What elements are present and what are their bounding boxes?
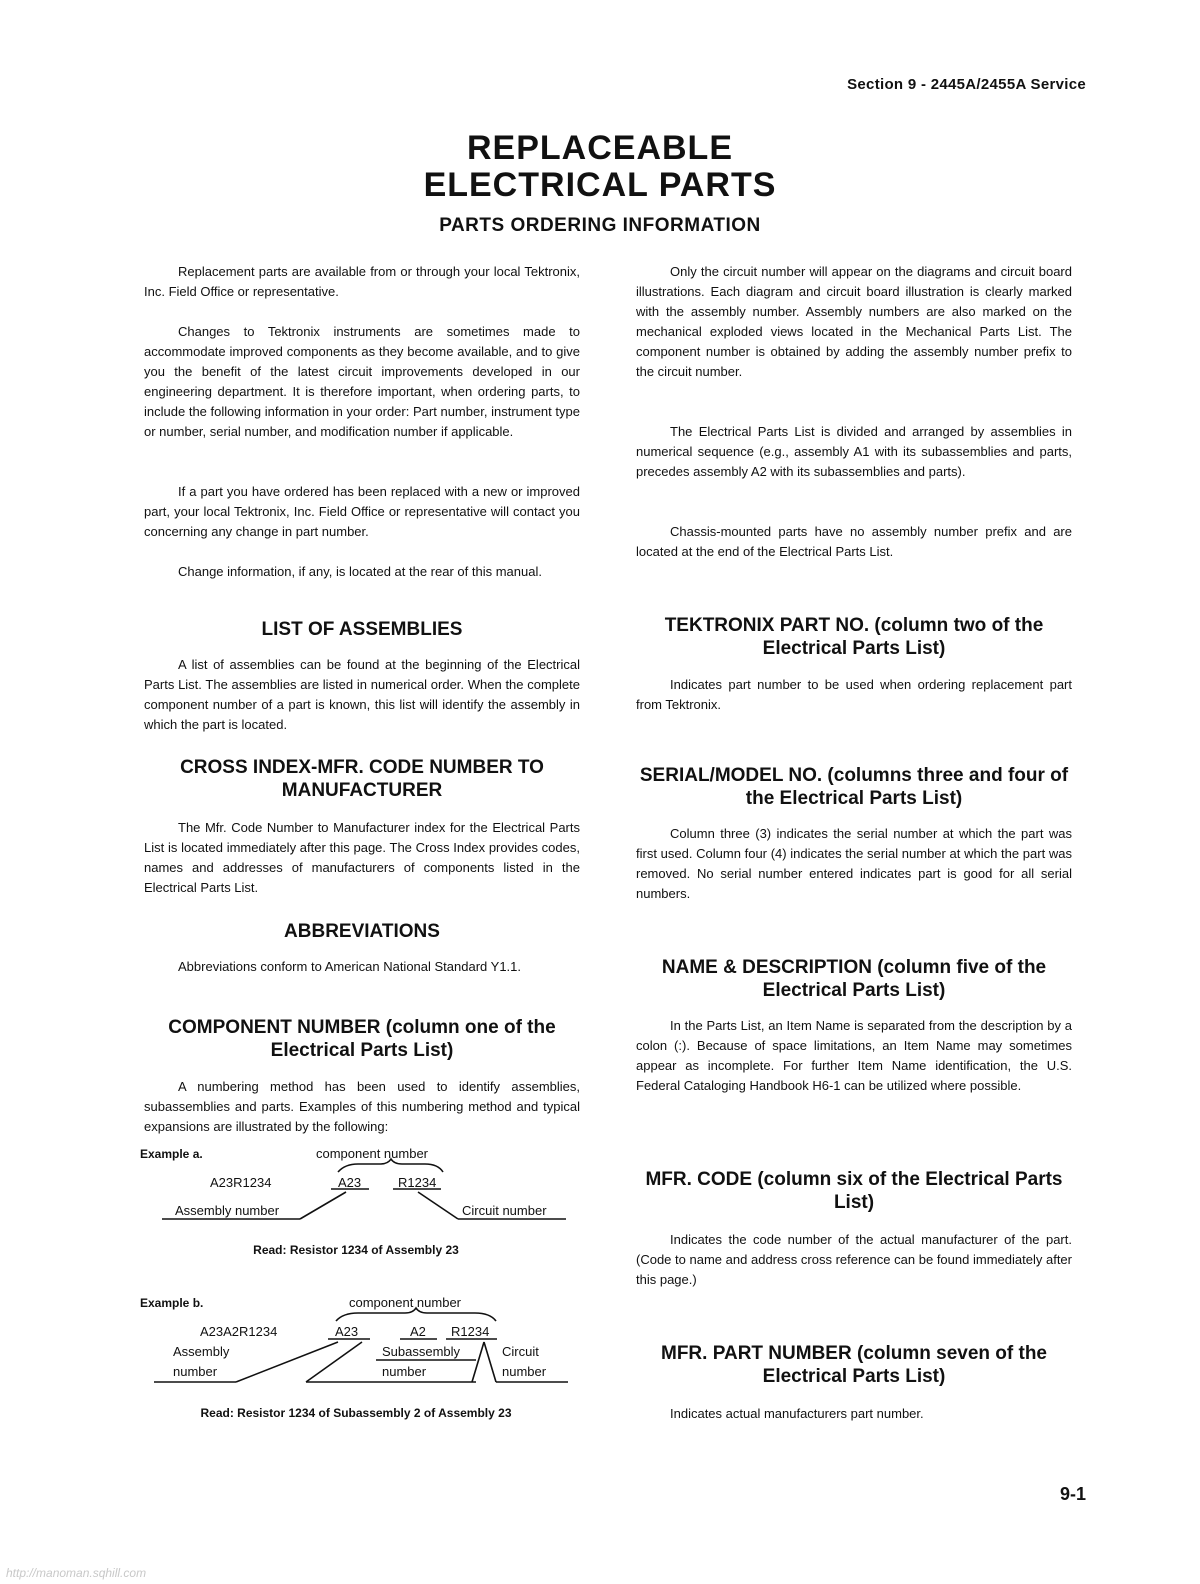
paragraph-change-information: Change information, if any, is located at the rear of this manual. [178, 564, 542, 579]
paragraph-chassis-mounted: Chassis-mounted parts have no assembly number prefix and are located at the end of the Electrical Parts List. [636, 524, 1072, 559]
example-b-assembly-label: Assembly [173, 1344, 230, 1359]
paragraph-parts-list-arrangement: The Electrical Parts List is divided and arranged by assemblies in numerical sequence (e.g., assembly A1 with its subassemblies and parts, precedes assembly A2 with its subassemblies and parts). [636, 424, 1072, 479]
example-b-subassembly-pointer [306, 1342, 362, 1382]
page-title-line-1: REPLACEABLE [466, 129, 734, 167]
example-a-assembly-number-label: Assembly number [175, 1203, 280, 1218]
page-subtitle: PARTS ORDERING INFORMATION [439, 215, 761, 236]
example-b-assembly-pointer [236, 1342, 338, 1382]
paragraph-name-description: In the Parts List, an Item Name is separated from the description by a colon (:). Because of space limitations, an Item Name may sometimes appear as incomplete. For further Item Name identification, the U.S. Federal Cataloging Handbook H6-1 can be utilized where possible. [636, 1018, 1072, 1093]
example-a-full-code: A23R1234 [210, 1175, 272, 1190]
paragraph-replacement-parts: Replacement parts are available from or through your local Tektronix, Inc. Field Office or representative. [144, 264, 580, 299]
example-b-label: Example b. [140, 1296, 204, 1310]
heading-list-of-assemblies: LIST OF ASSEMBLIES [261, 619, 463, 640]
paragraph-mfr-code: Indicates the code number of the actual manufacturer of the part. (Code to name and address cross reference can be found immediately after this page.) [636, 1232, 1072, 1287]
heading-abbreviations: ABBREVIATIONS [284, 921, 440, 942]
paragraph-serial-model-no: Column three (3) indicates the serial number at which the part was first used. Column four (4) indicates the serial number at which the part was removed. No serial number entered indicates part is good for all serial numbers. [636, 826, 1072, 901]
example-a-circuit-number-label: Circuit number [462, 1203, 547, 1218]
page-title-line-2: ELECTRICAL PARTS [423, 166, 777, 204]
paragraph-changes: Changes to Tektronix instruments are sometimes made to accommodate improved components as they become available, and to give you the benefit of the latest circuit improvements developed in our engineering department. It is therefore important, when ordering parts, to include the following information in your order: Part number, instrument type or number, serial number, and modification number if applicable. [144, 324, 580, 439]
example-b-circuit-pointer-right [472, 1342, 484, 1382]
heading-name-description: NAME & DESCRIPTION (column five of the Electrical Parts List) [661, 957, 1047, 1001]
example-b-assembly-code: A23 [335, 1324, 359, 1339]
example-b-subassembly-label: Subassembly [382, 1344, 461, 1359]
watermark-url: http://manoman.sqhill.com [6, 1566, 147, 1580]
paragraph-tektronix-part-no: Indicates part number to be used when ordering replacement part from Tektronix. [636, 677, 1072, 712]
example-b-circuit-pointer-left [484, 1342, 496, 1382]
example-b-assembly-number-word: number [173, 1364, 218, 1379]
example-a-read-caption: Read: Resistor 1234 of Assembly 23 [253, 1243, 459, 1257]
page-number: 9-1 [1059, 1484, 1086, 1504]
paragraph-component-number: A numbering method has been used to identify assemblies, subassemblies and parts. Examples of this numbering method and typical expansions are illustrated by the following: [144, 1079, 580, 1134]
example-b-part-code: R1234 [451, 1324, 490, 1339]
example-b-subassembly-number-word: number [382, 1364, 427, 1379]
example-a-part-code: R1234 [398, 1175, 437, 1190]
paragraph-abbreviations: Abbreviations conform to American National Standard Y1.1. [178, 959, 522, 974]
example-b-full-code: A23A2R1234 [200, 1324, 278, 1339]
example-b-circuit-label: Circuit [502, 1344, 539, 1359]
heading-mfr-part-number: MFR. PART NUMBER (column seven of the Electrical Parts List) [661, 1343, 1047, 1387]
heading-cross-index: CROSS INDEX-MFR. CODE NUMBER TO MANUFACTURER [180, 757, 544, 801]
paragraph-mfr-part-number: Indicates actual manufacturers part number. [670, 1406, 924, 1421]
example-b-circuit-number-word: number [502, 1364, 547, 1379]
heading-tektronix-part-no: TEKTRONIX PART NO. (column two of the Electrical Parts List) [664, 615, 1044, 659]
paragraph-cross-index: The Mfr. Code Number to Manufacturer index for the Electrical Parts List is located immediately after this page. The Cross Index provides codes, names and addresses of manufacturers of components listed in the Electrical Parts List. [144, 820, 580, 895]
heading-component-number: COMPONENT NUMBER (column one of the Electrical Parts List) [168, 1017, 556, 1061]
example-b-subassembly-code: A2 [410, 1324, 426, 1339]
example-b-brace [336, 1308, 496, 1321]
example-a-label: Example a. [140, 1147, 203, 1161]
example-a-component-number-label: component number [316, 1146, 429, 1161]
heading-mfr-code: MFR. CODE (column six of the Electrical Parts List) [645, 1169, 1063, 1213]
paragraph-circuit-number: Only the circuit number will appear on the diagrams and circuit board illustrations. Each diagram and circuit board illustration is clearly marked with the assembly number. Assembly numbers are also marked on the mechanical exploded views located in the Mechanical Parts List. The component number is obtained by adding the assembly number prefix to the circuit number. [636, 264, 1072, 379]
section-label: Section 9 - 2445A/2455A Service [847, 76, 1086, 93]
example-b-read-caption: Read: Resistor 1234 of Subassembly 2 of Assembly 23 [200, 1406, 512, 1420]
heading-serial-model-no: SERIAL/MODEL NO. (columns three and four of the Electrical Parts List) [639, 765, 1069, 809]
paragraph-replaced-part: If a part you have ordered has been replaced with a new or improved part, your local Tektronix, Inc. Field Office or representative will contact you concerning any change in part number. [144, 484, 580, 539]
example-a-assembly-code: A23 [338, 1175, 362, 1190]
example-b-component-number-label: component number [349, 1295, 462, 1310]
paragraph-list-of-assemblies: A list of assemblies can be found at the beginning of the Electrical Parts List. The assemblies are listed in numerical order. When the complete component number of a part is known, this list will identify the assembly in which the part is located. [144, 657, 580, 732]
